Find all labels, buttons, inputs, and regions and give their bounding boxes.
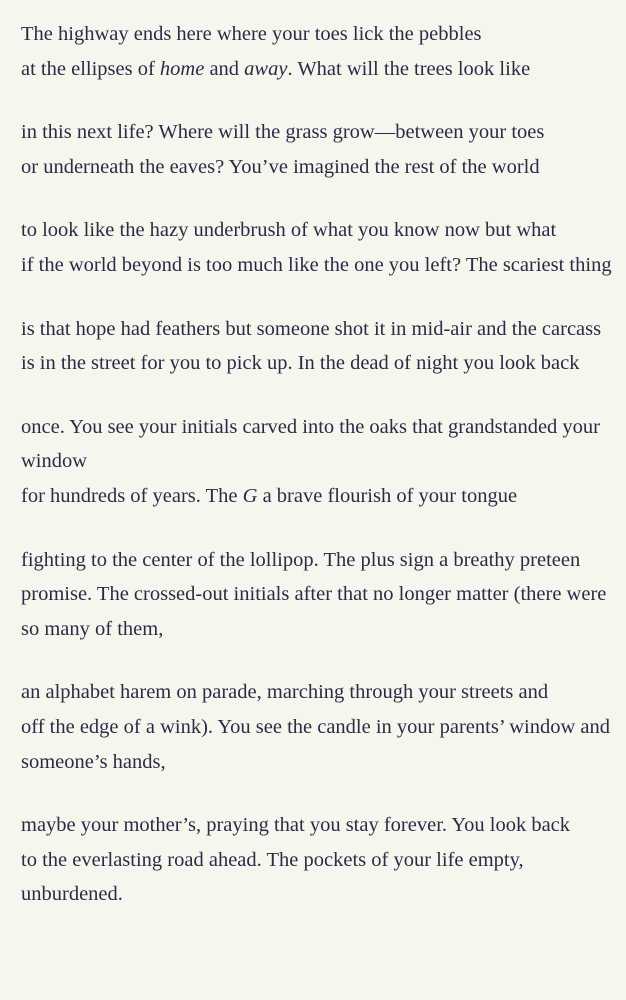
- line-text: The highway ends here where your toes lick the pebbles: [21, 23, 482, 45]
- stanza: [21, 808, 621, 912]
- line-text: off the edge of a wink). You see the candle in your parents’ window and someone’s hands,: [21, 715, 611, 773]
- stanza: [21, 543, 621, 647]
- poem-line: [21, 312, 621, 347]
- poem-line: [21, 52, 621, 87]
- stanza: [21, 115, 621, 184]
- stanza: [21, 213, 621, 282]
- line-text: and: [204, 57, 245, 80]
- poem-line: [21, 710, 621, 779]
- poem-line: [21, 17, 621, 52]
- line-text: an alphabet harem on parade, marching through your streets and: [21, 681, 549, 704]
- line-text: . What will the trees look like: [287, 57, 531, 80]
- poem-line: [21, 213, 621, 248]
- poem-line: [21, 150, 621, 185]
- line-text: in this next life? Where will the grass grow—between your toes: [21, 121, 545, 144]
- italic-word: away: [244, 57, 288, 80]
- line-text: to the everlasting road ahead. The pockets of your life empty, unburdened.: [21, 848, 524, 906]
- line-text: if the world beyond is too much like the one you left? The scariest thing: [21, 253, 612, 276]
- poem-line: [21, 479, 621, 514]
- line-text: a brave flourish of your tongue: [257, 484, 518, 507]
- poem-body: [21, 17, 621, 941]
- line-text: or underneath the eaves? You’ve imagined the rest of the world: [21, 155, 540, 178]
- poem-line: [21, 346, 621, 381]
- line-text: maybe your mother’s, praying that you stay forever. You look back: [21, 814, 571, 837]
- poem-line: [21, 843, 621, 912]
- line-text: once. You see your initials carved into the oaks that grandstanded your window: [21, 415, 600, 473]
- italic-word: home: [159, 57, 205, 80]
- line-text: is that hope had feathers but someone shot it in mid-air and the carcass: [21, 317, 602, 340]
- poem-line: [21, 543, 621, 578]
- line-text: is in the street for you to pick up. In the dead of night you look back: [21, 352, 580, 375]
- poem-line: [21, 115, 621, 150]
- poem-line: [21, 675, 621, 710]
- line-text: for hundreds of years. The: [21, 484, 243, 507]
- poem-line: [21, 410, 621, 479]
- line-text: to look like the hazy underbrush of what you know now but what: [21, 219, 557, 242]
- line-text: at the ellipses of: [21, 57, 160, 80]
- stanza: [21, 675, 621, 779]
- line-text: fighting to the center of the lollipop. The plus sign a breathy preteen: [21, 548, 581, 571]
- stanza: [21, 17, 621, 86]
- stanza: [21, 312, 621, 381]
- poem-line: [21, 808, 621, 843]
- line-text: promise. The crossed-out initials after that no longer matter (there were so many of them,: [21, 583, 607, 640]
- stanza: [21, 410, 621, 514]
- italic-word: G: [242, 484, 258, 507]
- poem-line: [21, 577, 621, 646]
- poem-line: [21, 248, 621, 283]
